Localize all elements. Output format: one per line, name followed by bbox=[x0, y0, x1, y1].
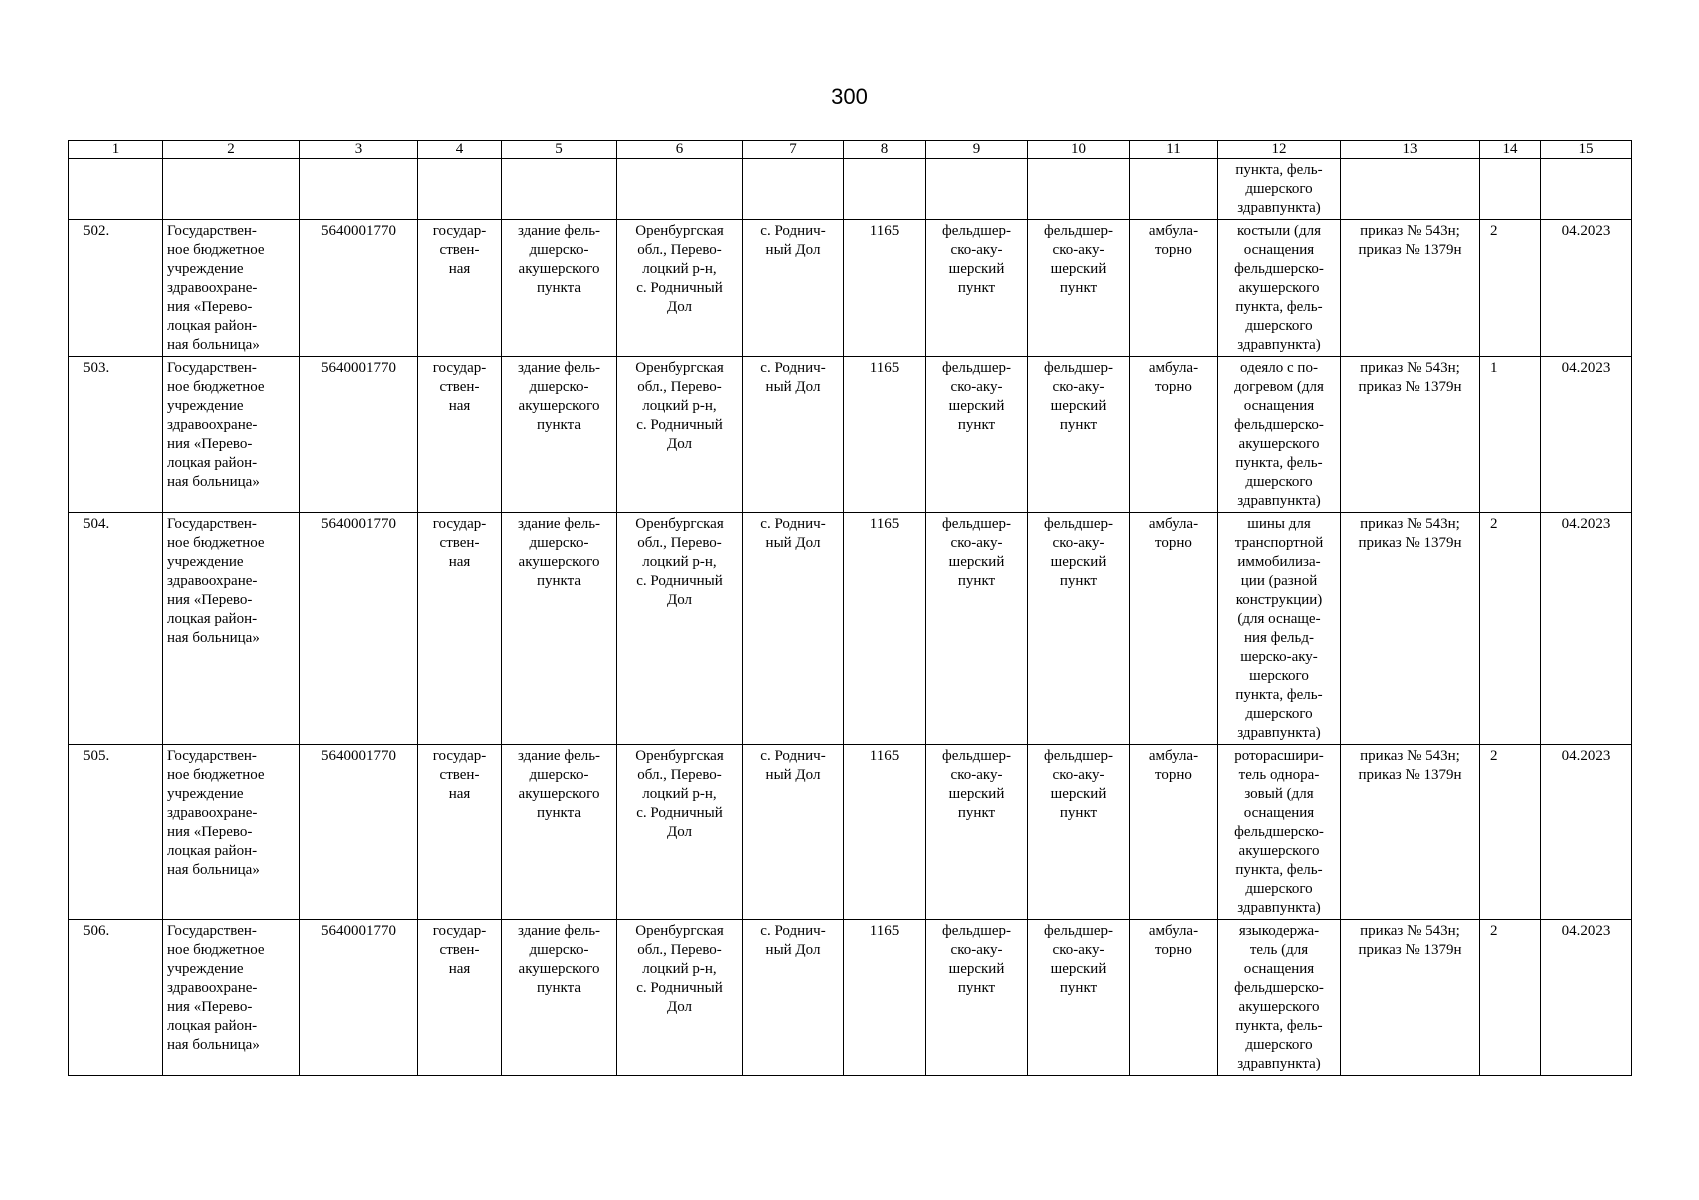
address-cell: Оренбургская обл., Перево- лоцкий р-н, с. Родничный Дол bbox=[617, 357, 743, 513]
care-condition-cell: амбула- торно bbox=[1130, 920, 1218, 1076]
table-cell bbox=[617, 159, 743, 220]
column-header: 4 bbox=[418, 141, 502, 159]
organization-cell: Государствен- ное бюджетное учреждение здравоохране- ния «Перево- лоцкая район- ная больница» bbox=[163, 513, 300, 745]
date-cell: 04.2023 bbox=[1541, 513, 1632, 745]
unit-type-cell: фельдшер- ско-аку- шерский пункт bbox=[1028, 920, 1130, 1076]
table-cell bbox=[1480, 159, 1541, 220]
order-cell: приказ № 543н; приказ № 1379н bbox=[1341, 513, 1480, 745]
ownership-cell: государ- ствен- ная bbox=[418, 357, 502, 513]
inn-cell: 5640001770 bbox=[300, 357, 418, 513]
header-row bbox=[69, 141, 1632, 159]
equipment-cell: шины для транспортной иммобилиза- ции (разной конструкции) (для оснаще- ния фельд- шерско-аку- шерского пункта, фель- дшерского здравпункта) bbox=[1218, 513, 1341, 745]
population-cell: 1165 bbox=[844, 513, 926, 745]
order-cell: приказ № 543н; приказ № 1379н bbox=[1341, 745, 1480, 920]
population-cell: 1165 bbox=[844, 357, 926, 513]
column-header: 3 bbox=[300, 141, 418, 159]
unit-type-cell: фельдшер- ско-аку- шерский пункт bbox=[1028, 220, 1130, 357]
building-cell: здание фель- дшерско- акушерского пункта bbox=[502, 220, 617, 357]
unit-type-cell: фельдшер- ско-аку- шерский пункт bbox=[1028, 745, 1130, 920]
building-cell: здание фель- дшерско- акушерского пункта bbox=[502, 920, 617, 1076]
column-header: 10 bbox=[1028, 141, 1130, 159]
organization-cell: Государствен- ное бюджетное учреждение здравоохране- ния «Перево- лоцкая район- ная больница» bbox=[163, 920, 300, 1076]
table-cell bbox=[1541, 159, 1632, 220]
care-condition-cell: амбула- торно bbox=[1130, 513, 1218, 745]
quantity-cell: 1 bbox=[1480, 357, 1541, 513]
order-cell: приказ № 543н; приказ № 1379н bbox=[1341, 220, 1480, 357]
table-cell bbox=[743, 159, 844, 220]
ownership-cell: государ- ствен- ная bbox=[418, 920, 502, 1076]
address-cell: Оренбургская обл., Перево- лоцкий р-н, с. Родничный Дол bbox=[617, 513, 743, 745]
ownership-cell: государ- ствен- ная bbox=[418, 513, 502, 745]
continuation-row bbox=[69, 159, 1632, 220]
table-cell bbox=[300, 159, 418, 220]
building-cell: здание фель- дшерско- акушерского пункта bbox=[502, 357, 617, 513]
date-cell: 04.2023 bbox=[1541, 220, 1632, 357]
column-header: 12 bbox=[1218, 141, 1341, 159]
row-number-cell: 504. bbox=[69, 513, 163, 745]
unit-type-cell: фельдшер- ско-аку- шерский пункт bbox=[1028, 513, 1130, 745]
column-header: 11 bbox=[1130, 141, 1218, 159]
address-cell: Оренбургская обл., Перево- лоцкий р-н, с. Родничный Дол bbox=[617, 220, 743, 357]
population-cell: 1165 bbox=[844, 745, 926, 920]
settlement-cell: с. Роднич- ный Дол bbox=[743, 745, 844, 920]
care-condition-cell: амбула- торно bbox=[1130, 745, 1218, 920]
facility-type-cell: фельдшер- ско-аку- шерский пункт bbox=[926, 745, 1028, 920]
column-header: 2 bbox=[163, 141, 300, 159]
equipment-cell: костыли (для оснащения фельдшерско- акушерского пункта, фель- дшерского здравпункта) bbox=[1218, 220, 1341, 357]
table-cell bbox=[844, 159, 926, 220]
inn-cell: 5640001770 bbox=[300, 920, 418, 1076]
equipment-cell: языкодержа- тель (для оснащения фельдшерско- акушерского пункта, фель- дшерского здравпункта) bbox=[1218, 920, 1341, 1076]
column-header: 1 bbox=[69, 141, 163, 159]
table-cell bbox=[1028, 159, 1130, 220]
inn-cell: 5640001770 bbox=[300, 513, 418, 745]
quantity-cell: 2 bbox=[1480, 745, 1541, 920]
organization-cell: Государствен- ное бюджетное учреждение здравоохране- ния «Перево- лоцкая район- ная больница» bbox=[163, 745, 300, 920]
population-cell: 1165 bbox=[844, 220, 926, 357]
ownership-cell: государ- ствен- ная bbox=[418, 220, 502, 357]
column-header: 7 bbox=[743, 141, 844, 159]
table-cell bbox=[69, 159, 163, 220]
row-number-cell: 502. bbox=[69, 220, 163, 357]
row-number-cell: 506. bbox=[69, 920, 163, 1076]
facility-type-cell: фельдшер- ско-аку- шерский пункт bbox=[926, 920, 1028, 1076]
population-cell: 1165 bbox=[844, 920, 926, 1076]
settlement-cell: с. Роднич- ный Дол bbox=[743, 357, 844, 513]
settlement-cell: с. Роднич- ный Дол bbox=[743, 220, 844, 357]
column-header: 6 bbox=[617, 141, 743, 159]
order-cell: приказ № 543н; приказ № 1379н bbox=[1341, 357, 1480, 513]
date-cell: 04.2023 bbox=[1541, 745, 1632, 920]
ownership-cell: государ- ствен- ная bbox=[418, 745, 502, 920]
date-cell: 04.2023 bbox=[1541, 920, 1632, 1076]
order-cell: приказ № 543н; приказ № 1379н bbox=[1341, 920, 1480, 1076]
row-number-cell: 503. bbox=[69, 357, 163, 513]
address-cell: Оренбургская обл., Перево- лоцкий р-н, с. Родничный Дол bbox=[617, 745, 743, 920]
equipment-cell: пункта, фель- дшерского здравпункта) bbox=[1218, 159, 1341, 220]
table-row bbox=[69, 220, 1632, 357]
settlement-cell: с. Роднич- ный Дол bbox=[743, 513, 844, 745]
register-table bbox=[68, 140, 1632, 1076]
table-row bbox=[69, 745, 1632, 920]
column-header: 13 bbox=[1341, 141, 1480, 159]
inn-cell: 5640001770 bbox=[300, 220, 418, 357]
care-condition-cell: амбула- торно bbox=[1130, 220, 1218, 357]
building-cell: здание фель- дшерско- акушерского пункта bbox=[502, 513, 617, 745]
table-cell bbox=[1341, 159, 1480, 220]
table-cell bbox=[163, 159, 300, 220]
column-header: 9 bbox=[926, 141, 1028, 159]
quantity-cell: 2 bbox=[1480, 513, 1541, 745]
column-header: 14 bbox=[1480, 141, 1541, 159]
column-header: 8 bbox=[844, 141, 926, 159]
column-header: 15 bbox=[1541, 141, 1632, 159]
page-number: 300 bbox=[831, 84, 868, 109]
unit-type-cell: фельдшер- ско-аку- шерский пункт bbox=[1028, 357, 1130, 513]
column-header: 5 bbox=[502, 141, 617, 159]
facility-type-cell: фельдшер- ско-аку- шерский пункт bbox=[926, 357, 1028, 513]
equipment-cell: одеяло с по- догревом (для оснащения фельдшерско- акушерского пункта, фель- дшерского здравпункта) bbox=[1218, 357, 1341, 513]
organization-cell: Государствен- ное бюджетное учреждение здравоохране- ния «Перево- лоцкая район- ная больница» bbox=[163, 220, 300, 357]
date-cell: 04.2023 bbox=[1541, 357, 1632, 513]
equipment-cell: роторасшири- тель однора- зовый (для оснащения фельдшерско- акушерского пункта, фель- дшерского здравпункта) bbox=[1218, 745, 1341, 920]
table-row bbox=[69, 920, 1632, 1076]
facility-type-cell: фельдшер- ско-аку- шерский пункт bbox=[926, 220, 1028, 357]
table-cell bbox=[926, 159, 1028, 220]
organization-cell: Государствен- ное бюджетное учреждение здравоохране- ния «Перево- лоцкая район- ная больница» bbox=[163, 357, 300, 513]
quantity-cell: 2 bbox=[1480, 220, 1541, 357]
care-condition-cell: амбула- торно bbox=[1130, 357, 1218, 513]
table-cell bbox=[418, 159, 502, 220]
table-row bbox=[69, 357, 1632, 513]
table-cell bbox=[502, 159, 617, 220]
quantity-cell: 2 bbox=[1480, 920, 1541, 1076]
address-cell: Оренбургская обл., Перево- лоцкий р-н, с. Родничный Дол bbox=[617, 920, 743, 1076]
settlement-cell: с. Роднич- ный Дол bbox=[743, 920, 844, 1076]
facility-type-cell: фельдшер- ско-аку- шерский пункт bbox=[926, 513, 1028, 745]
table-row bbox=[69, 513, 1632, 745]
row-number-cell: 505. bbox=[69, 745, 163, 920]
inn-cell: 5640001770 bbox=[300, 745, 418, 920]
table-cell bbox=[1130, 159, 1218, 220]
building-cell: здание фель- дшерско- акушерского пункта bbox=[502, 745, 617, 920]
